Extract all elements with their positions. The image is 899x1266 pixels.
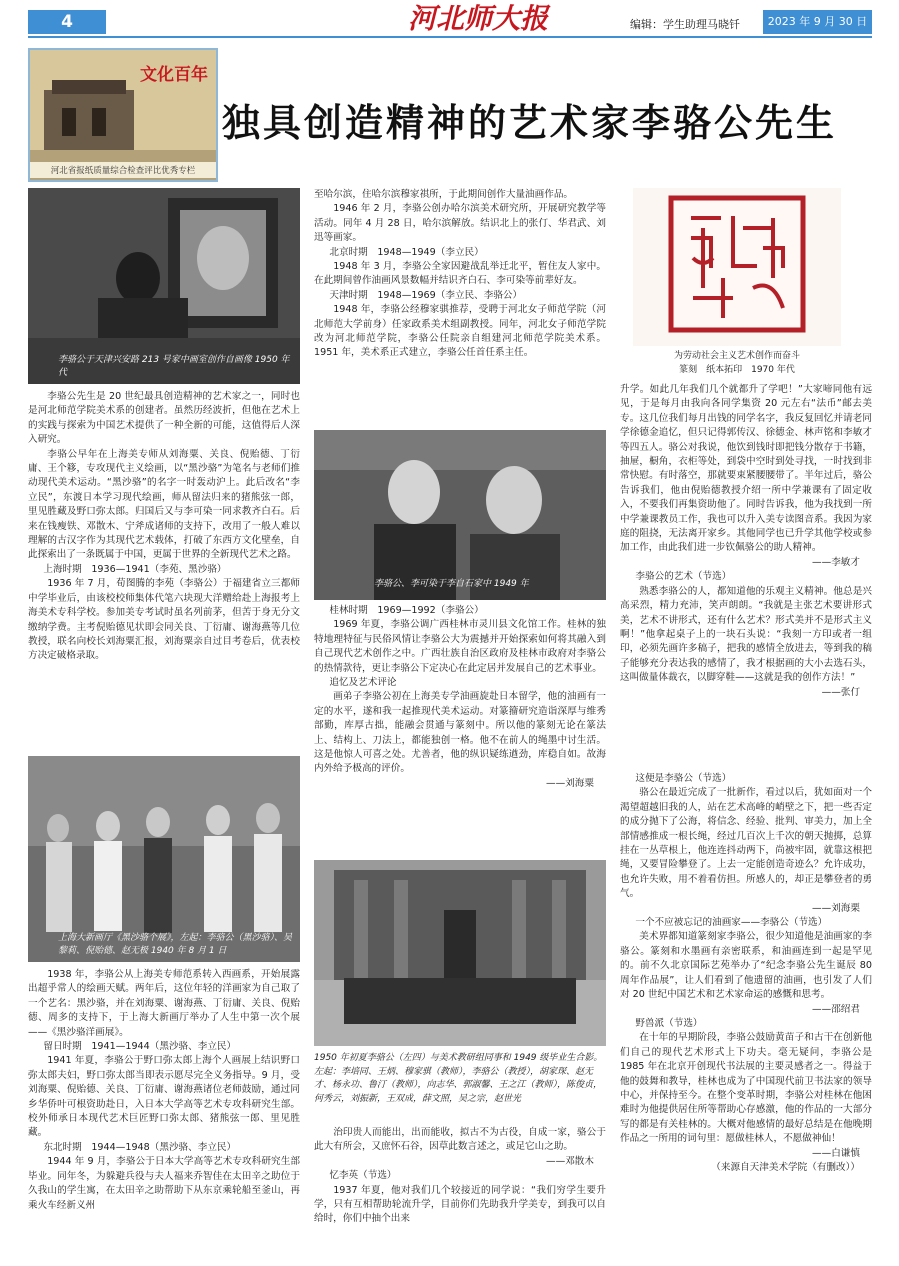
signature: ——李敏才	[812, 556, 860, 568]
signature: ——刘海粟	[546, 777, 594, 789]
paragraph: 画弟子李骆公初在上海美专学油画旋赴日本留学，他的油画有一定的水平，遂和我一起推现代美术运动。对篆籀研究造诣深厚与维秀部勤，库厚古拙，能融会贯通与篆刻中。所以他的篆刻无论在篆法上、结构上、刀法上，都能独创一格。他不在前人的绳墨中讨生活。这是他惊人可喜之处。尤善者，他的纵识疑练遒劲，库稳自如。故海内外给予极高的评价。	[314, 691, 606, 775]
page-number: 4	[28, 10, 106, 34]
paragraph: 1936 年 7 月，荀图腾的李苑（李骆公）于福建省立三都师中学毕业后，由该校校师集体代笔六块现大洋赠给赴上海报考上海美术专科学校。参加美专考试时虽名列前茅，但苦于身无分文缴纳学费。主考倪贻德见状即会同关良、丁衍庸、谢海燕等几位教授，联名向校长刘海粟汇报，刘海粟亲自过目考卷后，优表校方决定破格录取。	[28, 578, 300, 662]
source-note: （来源自天津美术学院（有删改））	[711, 1161, 860, 1173]
page-header	[28, 2, 872, 35]
photo-graduation-caption: 1950 年初夏李骆公（左四）与美术教研组同事和 1949 级毕业生合影。左起：李培同、王炳、穆家骐（教师），李骆公（教授），胡家琛、赵无才、杨永功、鲁汀（教师），向志华、郭淑馨、王之江（教师），陈俊贞，何秀云，刘振新，王双成，薛文照，吴之宗，赵世光	[314, 1053, 603, 1104]
signature: ——刘海栗	[812, 902, 860, 914]
paragraph: 骆公在最近完成了一批新作，看过以后，犹如面对一个渴望超越旧我的人，站在艺术高峰的峭壁之下，把一些否定的成分抛下了公海，将信念、经验、批判、审美力，加上全部情感推成一根长绳，经过几百次上千次的朝天抛掷，总算挂在一丛草根上，他连连抖动两下，尚被牢固，就靠这根把绳，又要冒险攀登了。上去一定能创造奇迹么？允许成功，也允许失败，用不着看仿担。所感人的，却正是攀登者的勇气。	[620, 787, 872, 900]
column-1-continued	[28, 968, 300, 1213]
paragraph: 李骆公先生是 20 世纪最具创造精神的艺术家之一，同时也是河北师范学院美术系的创建者。虽然历经波折，但他在艺术上的实践与探索为中国艺术提供了一种全新的可能，这值得后人深入研究。	[28, 391, 300, 446]
signature: ——张仃	[821, 686, 860, 698]
signature: ——白谦慎	[812, 1147, 860, 1159]
column-3	[620, 383, 872, 700]
photo-tianjin	[314, 430, 606, 600]
paragraph: 1946 年 2 月，李骆公创办哈尔滨美术研究所，开展研究教学等活动。同年 4 月 28 日，哈尔滨解放。结识北上的张仃、华君武、刘迅等画家。	[314, 203, 606, 244]
paragraph: 美术界都知道篆刻家李骆公，很少知道他是油画家的李骆公。篆刻和水墨画有亲密联系，和油画连到一起是罕见的。前不久北京国际艺苑举办了“纪念李骆公先生诞辰 80 周年作品展”，让人们看到了他遗留的油画，也引发了人们对 20 世纪中国艺术和艺术家命运的感慨和思考。	[620, 931, 872, 1001]
paragraph: 熟悉李骆公的人，都知道他的乐观主义精神。他总是兴高采烈，精力充沛，笑声朗朗。“我就是主张艺术要讲形式美，艺术不讲形式，还有什么艺术？形式美并不是形式主义啊！”他拿起桌子上的一块石头说：“我刻一方印或者一组印，必须先画许多稿子，把我的感情全放进去，等到我的稿子能够充分表达我的感情了，我才根据画的大小去选石头，这叫做量体裁衣，以脚穿鞋——这就是我的创作方法！”	[620, 585, 872, 684]
editor-credit: 编辑：学生助理马晓钎	[630, 18, 740, 31]
section-heading: 一个不应被忘记的油画家——李骆公（节选）	[635, 917, 828, 929]
header-rule	[28, 36, 872, 38]
column-1	[28, 390, 300, 664]
column-2-middle	[314, 604, 606, 791]
section-heading: 忆李英（节选）	[329, 1170, 397, 1182]
seal-caption-line1: 为劳动社会主义艺术创作而奋斗	[673, 351, 800, 361]
section-heading: 李骆公的艺术（节选）	[635, 571, 732, 583]
section-heading: 北京时期 1948—1949（李立民）	[329, 246, 484, 258]
paragraph: 1969 年夏，李骆公调广西桂林市灵川县文化馆工作。桂林的独特地理特征与民俗风情让李骆公大为震撼并开始探索如何将其融入到自己现代艺术创作之中。广西壮族自治区政府及桂林市政府对李骆公的热情款待，更让李骆公下定决心在此定居并发展自己的艺术事业。	[314, 619, 606, 674]
column-badge	[28, 48, 218, 182]
badge-title: 文化百年	[140, 65, 208, 85]
section-heading: 天津时期 1948—1969（李立民、李骆公）	[329, 289, 523, 301]
paragraph: 1948 年 3 月，李骆公全家因避战乱举迁北平，暂住友人家中。在此期间曾作油画风景数幅并结识齐白石、李可染等前辈好友。	[314, 261, 606, 287]
paragraph: 治印贵人而能出，出而能收，拟古不为古役，自成一家，骆公于此大有所会，又庶怀石谷，因草此数言述之，或足它山之助。	[314, 1127, 606, 1153]
seal-caption	[633, 350, 841, 377]
photo-shanghai-caption: 上海大新画厅《黑沙骆个展》，左起：李骆公（黑沙骆）、吴黎莉、倪贻德、赵无极 1940 年 8 月 1 日	[58, 933, 293, 956]
column-2	[314, 188, 606, 361]
section-heading: 东北时期 1944—1948（黑沙骆、李立民）	[43, 1141, 237, 1153]
seal-print	[633, 188, 841, 346]
issue-date: 2023 年 9 月 30 日	[763, 10, 872, 34]
seal-image	[633, 188, 841, 346]
column-3-bottom	[620, 772, 872, 1175]
paragraph: 1948 年，李骆公经穆家骐推荐，受聘于河北女子师范学院（河北师范大学前身）任家政系美术组副教授。同年，河北女子师范学院改为河北师范学院，李骆公任院亲自组建河北师范学院美术系。1951 年，美术系正式建立，李骆公任首任系主任。	[314, 304, 606, 359]
paragraph: 1941 年夏，李骆公于野口弥太郎上海个人画展上结识野口弥太郎夫妇，野口弥太郎当即表示愿尽完全义务指导。9 月，受刘海粟、倪贻德、关良、丁衍庸、谢海燕诸位老师鼓励，通过同乡华侨叶可根资助赴日，入日本大学高等艺术专攻科研究生部。校外师承日本现代艺术巨匠野口弥太郎、猪熊弦一郎、里见胜藏。	[28, 1055, 300, 1139]
section-heading: 这便是李骆公（节选）	[635, 773, 732, 784]
paragraph: 在十年的早期阶段，李骆公鼓励黄苗子和古干在创新他们自己的现代艺术形式上下功夫。毫无疑问，李骆公是 1985 年在北京开创现代书法展的主要灵感者之一。得益于他的鼓舞和教导，桂林也成为了中国现代前卫书法家的领导中心，并保持至今。在整个变革时期，李骆公对桂林在他困难时为他提供居住所等帮助心存感激，他的作品的一大部分写的都是有关桂林的。大概对他感情的最好总结是在他晚期作品之一所用的词句里：愿做桂林人，不愿做神仙！	[620, 1032, 872, 1145]
section-heading: 野兽派（节选）	[635, 1017, 703, 1029]
photo-painting	[28, 188, 300, 384]
photo-graduation	[314, 860, 606, 1046]
section-heading: 留日时期 1941—1944（黑沙骆、李立民）	[43, 1041, 237, 1053]
masthead: 河北师大报	[407, 2, 548, 35]
badge-subtitle: 河北省报纸质量综合检查评比优秀专栏	[30, 162, 216, 178]
paragraph: 李骆公早年在上海美专师从刘海粟、关良、倪贻德、丁衍庸、王个簃，专攻现代主义绘画，以“黑沙骆”为笔名与老师们推动现代美术运动。“黑沙骆”的名字一时轰动沪上。此后改名“李立民”，东渡日本学习现代绘画，师从留法归来的猪熊弦一郎，里见胜藏及野口弥太郎。归国后又与李可染一同求教齐白石。后来在钱瘦铁、邓散木、宁斧成诸师的支持下，改用了一般人难以理解的古汉字作为其现代艺术载体，打破了东西方文化壁垒，自此探索出了一条既属于中国，更属于世界的全新现代艺术之路。	[28, 448, 300, 561]
photo-painting-caption: 李骆公于天津兴安路 213 号家中画室创作自画像 1950 年代	[58, 355, 290, 378]
signature: ——邓散木	[546, 1155, 594, 1167]
paragraph: 升学。如此几年我们几个就都升了学吧！”大家啼同他有远见，于是每月由我向各同学集资 20 元左右“法币”邮去美专。这几位我们每月出钱的同学名字，我反复回忆并请老同学徐德金追忆，但只记得郭传汉、徐德金、林声铭和李敏才等四五人。骆公对我说，他饮到钱时即把钱分散存于书籍，抽屉，橱角，衣柜等处，到袋中空时到处寻找，一时找到非常快慰。有时落空，那就要束紧腰腰带了。半年过后，骆公告诉我们，他由倪贻德教授介绍一所中学兼课有了固定收入，不要我们再集资助他了。同时告诉我，他为我找到一所中学兼课教员工作，我也可以升入美专读图音系。我因为家庭的阻挠，无法离开家乡。其他同学也已升学其他学校或参加工作，由此我们进一步钦佩骆公的助人精神。	[620, 384, 872, 554]
paragraph: 1937 年夏，他对我们几个较接近的同学说：“我们穷学生要升学，只有互相帮助轮流升学，目前你们先助我升学美专，到我可以自给时，你们中抽个出来	[314, 1184, 606, 1225]
headline: 独具创造精神的艺术家李骆公先生	[222, 101, 838, 145]
photo-tianjin-caption: 李骆公、李可染于李自石家中 1949 年	[374, 579, 529, 589]
seal-caption-line2: 篆刻 纸本拓印 1970 年代	[679, 364, 795, 375]
section-heading: 上海时期 1936—1941（李苑、黑沙骆）	[43, 563, 227, 575]
photo-tianjin-image	[314, 430, 606, 600]
section-heading: 追忆及艺术评论	[329, 677, 397, 689]
column-2-bottom	[314, 1126, 606, 1227]
signature: ——邵绍君	[812, 1003, 860, 1015]
photo-graduation-image	[314, 860, 606, 1046]
photo-shanghai	[28, 756, 300, 962]
section-heading: 桂林时期 1969—1992（李骆公）	[329, 605, 484, 616]
paragraph: 1944 年 9 月，李骆公于日本大学高等艺术专攻科研究生部毕业。同年冬，为躲避兵役与夫人福来乔智佳在太田辛之助位于久我山的学生寓，在太田辛之助帮助下从东京乘轮船至釜山，再乘火车经新义州	[28, 1156, 300, 1211]
paragraph: 至哈尔滨，住哈尔滨穆家祺所，于此期间创作大量油画作品。	[314, 189, 574, 200]
paragraph: 1938 年，李骆公从上海美专师范系转入西画系，开始展露出超乎常人的绘画天赋。两年后，这位年轻的洋画家为自己取了一个艺名：黑沙骆，并在刘海粟、谢海燕、丁衍庸、关良、倪贻德、周多的支持下，于上海大新画厅举办了人生中第一次个展——《黑沙骆洋画展》。	[28, 969, 300, 1038]
